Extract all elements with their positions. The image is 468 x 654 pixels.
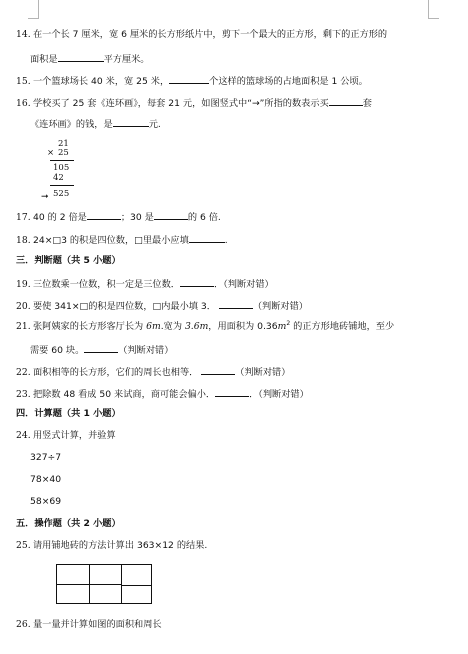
expression-1: 327÷7 [30, 452, 62, 463]
question-18: 18. 24×□3 的积是四位数，□里最小应填 . [16, 235, 228, 246]
rule-line [50, 160, 74, 161]
question-24: 24. 用竖式计算，并验算 [16, 430, 116, 441]
question-26: 26. 量一量并计算如图的面积和周长 [16, 619, 162, 630]
crop-mark-right [428, 0, 439, 19]
grid-cell [57, 565, 90, 585]
arrow-icon: ➞ [41, 192, 49, 202]
multiplicand: 21 [58, 139, 69, 149]
answer-blank[interactable] [215, 387, 249, 397]
answer-blank[interactable] [201, 365, 235, 375]
question-21-line2: 需要 60 块。 （判断对错） [30, 345, 174, 356]
section-4-title: 四．计算题（共 1 小题） [16, 408, 121, 419]
question-22: 22. 面积相等的长方形，它们的周长也相等． （判断对错） [16, 367, 291, 378]
question-23: 23. 把除数 48 看成 50 来试商，商可能会偏小． ．（判断对错） [16, 389, 309, 400]
answer-blank[interactable] [329, 96, 363, 106]
answer-blank[interactable] [180, 277, 214, 287]
rule-line [50, 185, 74, 186]
section-3-title: 三．判断题（共 5 小题） [16, 255, 121, 266]
tile-grid [56, 564, 152, 604]
expression-2: 78×40 [30, 474, 62, 485]
question-20: 20. 要使 341×□的积是四位数，□内最小填 3． （判断对错） [16, 301, 308, 312]
grid-cell [57, 585, 90, 604]
question-19: 19. 三位数乘一位数，积一定是三位数． ．（判断对错） [16, 279, 274, 290]
answer-blank[interactable] [219, 299, 253, 309]
answer-blank[interactable] [189, 233, 225, 243]
question-14-line2: 面积是 平方厘米。 [30, 54, 150, 65]
question-25: 25. 请用铺地砖的方法计算出 363×12 的结果. [16, 540, 208, 551]
times-sign: × [47, 148, 55, 158]
question-16: 16. 学校买了 25 套《连环画》，每套 21 元，如图竖式中“→”所指的数表示买 套 [16, 98, 372, 109]
question-21: 21. 张阿姨家的长方形客厅长为 6m.宽为 3.6m，用面积为 $0.36m^2$ 的正方形地砖铺地，至少 [16, 319, 395, 332]
crop-mark-left [28, 0, 39, 19]
multiplier: 25 [58, 148, 69, 158]
grid-cell [90, 565, 122, 585]
question-14: 14. 在一个长 7 厘米，宽 6 厘米的长方形纸片中，剪下一个最大的正方形，剩下的正方形的 [16, 29, 388, 40]
answer-blank[interactable] [84, 343, 118, 353]
grid-cell [90, 585, 122, 604]
product: 525 [53, 189, 70, 199]
partial-product-2: 42 [53, 173, 64, 183]
answer-blank[interactable] [58, 52, 104, 62]
answer-blank[interactable] [154, 210, 188, 220]
question-15: 15. 一个篮球场长 40 米，宽 25 米， 个这样的篮球场的占地面积是 1 公顷。 [16, 76, 368, 87]
partial-product-1: 105 [53, 163, 70, 173]
question-16-line2: 《连环画》的钱，是 元. [30, 119, 161, 130]
expression-3: 58×69 [30, 496, 62, 507]
answer-blank[interactable] [113, 117, 149, 127]
answer-blank[interactable] [87, 210, 121, 220]
answer-blank[interactable] [169, 74, 209, 84]
section-5-title: 五．操作题（共 2 小题） [16, 518, 121, 529]
question-17: 17. 40 的 2 倍是 ；30 是 的 6 倍. [16, 212, 221, 223]
grid-cell [122, 585, 151, 604]
vertical-multiplication [36, 138, 96, 200]
